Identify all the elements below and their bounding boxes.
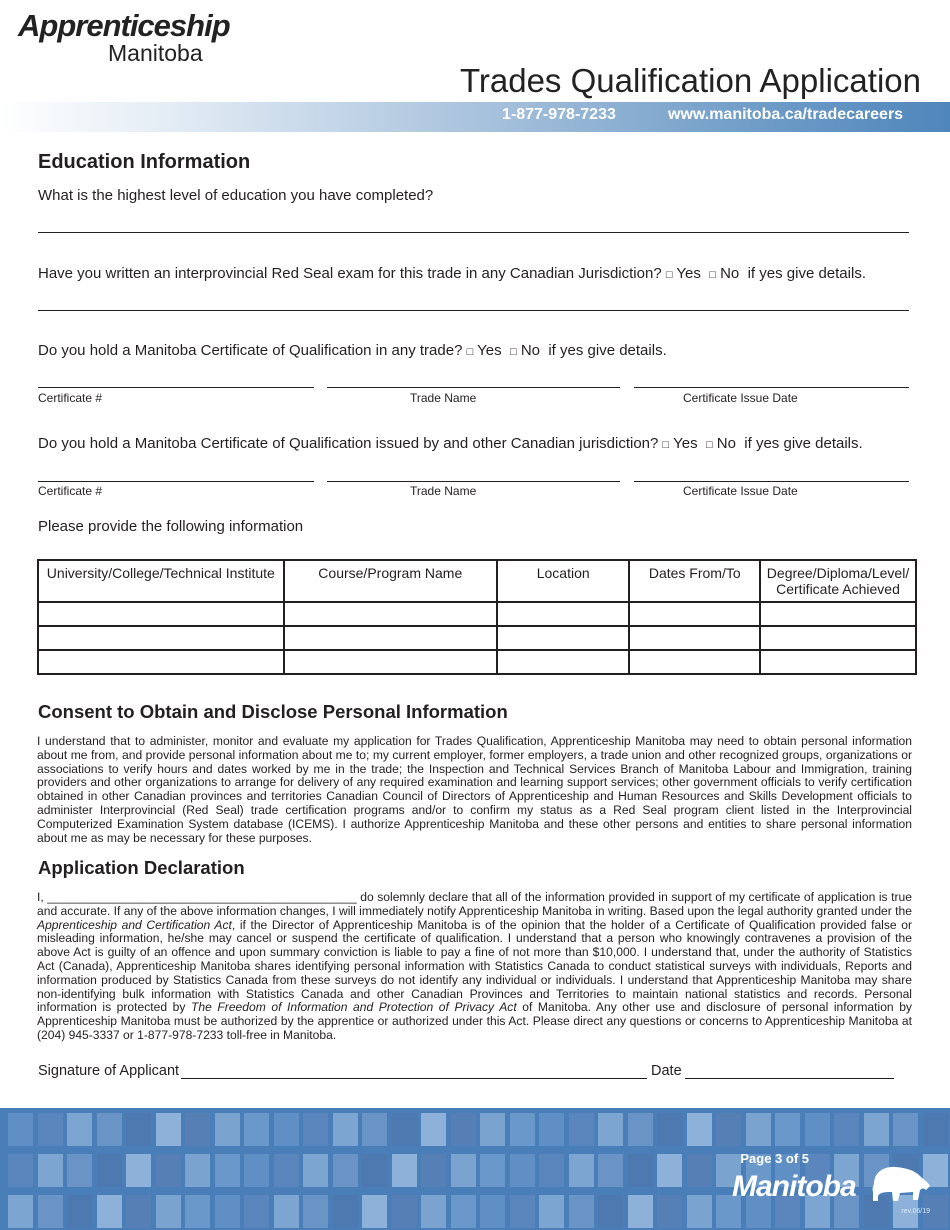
mb-cert-no-label: No: [520, 342, 540, 359]
footer-tile: [126, 1113, 151, 1146]
other-cert-no-label: No: [716, 435, 736, 452]
footer-tile: [628, 1154, 653, 1187]
red-seal-details-label: if yes give details.: [747, 265, 866, 282]
footer-tile: [392, 1154, 417, 1187]
other-cert-yes-label: Yes: [673, 435, 698, 452]
footer-tile: [421, 1113, 446, 1146]
footer-tile: [215, 1195, 240, 1228]
footer-tile: [67, 1113, 92, 1146]
footer-tile: [510, 1113, 535, 1146]
footer-tile: [716, 1113, 741, 1146]
footer-banner: [0, 1108, 950, 1230]
other-trade-name-field[interactable]: [327, 481, 620, 482]
footer-tile: [8, 1154, 33, 1187]
mb-cert-yes-checkbox[interactable]: □: [466, 346, 474, 358]
declaration-text-a: do solemnly declare that all of the information provided in support of my certificate of application is true and accurate. If any of the above information changes, I will immediately notify Apprenticeship Manitoba in writing. Based upon the legal authority granted under the: [37, 890, 912, 918]
declaration-heading: Application Declaration: [38, 857, 245, 878]
mb-cert-number-label: Certificate #: [38, 391, 103, 405]
footer-tile: [805, 1113, 830, 1146]
footer-tile: [97, 1113, 122, 1146]
declaration-i: I,: [37, 890, 48, 904]
col-location: Location: [497, 560, 630, 602]
col-dates: Dates From/To: [629, 560, 760, 602]
footer-tile: [864, 1113, 889, 1146]
education-heading: Education Information: [38, 151, 251, 173]
question-other-jurisdiction: [38, 435, 863, 452]
act-name-foippa: The Freedom of Information and Protection of Privacy Act: [191, 1000, 517, 1015]
footer-tile: [539, 1154, 564, 1187]
footer-tile: [215, 1154, 240, 1187]
footer-tile: [657, 1113, 682, 1146]
declaration-paragraph: [37, 891, 912, 1043]
footer-tile: [392, 1113, 417, 1146]
footer-tile: [244, 1113, 269, 1146]
footer-tile: [628, 1113, 653, 1146]
contact-bar: [0, 102, 950, 132]
red-seal-no-checkbox[interactable]: □: [709, 269, 716, 281]
other-cert-number-label: Certificate #: [38, 484, 103, 498]
footer-tile: [126, 1195, 151, 1228]
consent-heading: Consent to Obtain and Disclose Personal Information: [38, 701, 508, 722]
footer-tile: [539, 1113, 564, 1146]
mb-issue-date-label: Certificate Issue Date: [683, 391, 798, 405]
declaration-text-c: of Manitoba. Any other use and disclosure of personal information by Apprenticeship Manitoba must be authorized by the apprentice or authorized under this Act. Please direct any questions or concerns to Apprenticeship Manitoba at (204) 945-3337 or 1-877-978-7233 toll-free in Manitoba.: [37, 1000, 912, 1042]
declarant-name-field[interactable]: ______________________________________________: [47, 890, 357, 904]
date-field[interactable]: [685, 1078, 894, 1079]
footer-tile: [215, 1113, 240, 1146]
red-seal-yes-checkbox[interactable]: □: [665, 269, 673, 281]
footer-tile: [362, 1154, 387, 1187]
footer-tile: [8, 1195, 33, 1228]
col-course: Course/Program Name: [284, 560, 497, 602]
footer-tile: [303, 1113, 328, 1146]
other-cert-no-checkbox[interactable]: □: [705, 439, 713, 451]
footer-tile: [244, 1195, 269, 1228]
footer-tile: [303, 1154, 328, 1187]
footer-tile: [185, 1195, 210, 1228]
footer-tile: [775, 1113, 800, 1146]
footer-tile: [333, 1195, 358, 1228]
table-cell[interactable]: [284, 650, 497, 674]
page-title: Trades Qualification Application: [459, 62, 921, 99]
footer-tile: [657, 1195, 682, 1228]
website-link[interactable]: www.manitoba.ca/tradecareers: [668, 106, 904, 123]
red-seal-details-field[interactable]: [38, 310, 909, 311]
other-issue-date-field[interactable]: [634, 481, 909, 482]
table-cell[interactable]: [284, 602, 497, 626]
mb-issue-date-field[interactable]: [634, 387, 909, 388]
mb-cert-no-checkbox[interactable]: □: [509, 346, 517, 358]
footer-tile: [687, 1195, 712, 1228]
footer-tile: [569, 1195, 594, 1228]
table-cell[interactable]: [38, 650, 284, 674]
table-cell[interactable]: [760, 650, 916, 674]
footer-tile: [598, 1195, 623, 1228]
footer-tile: [97, 1154, 122, 1187]
red-seal-yes-label: Yes: [676, 265, 701, 282]
table-cell[interactable]: [497, 626, 630, 650]
table-row: [38, 602, 916, 626]
bison-icon: [870, 1162, 932, 1204]
footer-tile: [156, 1154, 181, 1187]
footer-tile: [451, 1154, 476, 1187]
footer-tile: [156, 1113, 181, 1146]
other-trade-name-label: Trade Name: [410, 484, 477, 498]
footer-tile: [8, 1113, 33, 1146]
question-red-seal: [38, 265, 866, 282]
table-cell[interactable]: [760, 626, 916, 650]
footer-tile: [746, 1113, 771, 1146]
table-cell[interactable]: [38, 602, 284, 626]
question-other-jurisdiction-text: Do you hold a Manitoba Certificate of Qualification issued by and other Canadian jurisdiction?: [38, 435, 659, 452]
date-label: Date: [651, 1063, 682, 1079]
footer-tile: [834, 1113, 859, 1146]
declaration-text-b: , if the Director of Apprenticeship Manitoba is of the opinion that the holder of a Certificate of Qualification provided false or misleading information, he/she may cancel or suspend the certificate of qualification. I understand that a person who knowingly contravenes a provision of the above Act is guilty of an offence and upon summary conviction is liable to pay a fine of not more than $10,000. I understand that, under the authority of Statistics Act (Canada), Apprenticeship Manitoba shares identifying personal information with Statistics Canada to conduct statistical surveys with individuals, Reports and information produced by Statistics Canada from these surveys do not identify any individual or individuals. I understand that Apprenticeship Manitoba may share non-identifying bulk information with Statistics Canada and other Canadian Provinces and Territories to maintain national statistics and records. Personal information is protected by: [37, 917, 912, 1015]
table-row: [38, 650, 916, 674]
footer-tile: [598, 1113, 623, 1146]
phone-number: 1-877-978-7233: [502, 106, 616, 123]
signature-label: Signature of Applicant: [38, 1063, 180, 1079]
footer-tile: [185, 1113, 210, 1146]
other-cert-details-label: if yes give details.: [744, 435, 863, 452]
footer-tile: [687, 1154, 712, 1187]
page-number: Page 3 of 5: [740, 1151, 809, 1166]
provide-info-label: Please provide the following information: [38, 518, 304, 535]
col-institution: University/College/Technical Institute: [38, 560, 284, 602]
footer-tile: [333, 1113, 358, 1146]
revision-label: rev.06/19: [901, 1208, 930, 1215]
footer-tile: [156, 1195, 181, 1228]
table-cell[interactable]: [629, 602, 760, 626]
other-cert-yes-checkbox[interactable]: □: [662, 439, 670, 451]
footer-tile: [451, 1113, 476, 1146]
footer-tile: [392, 1195, 417, 1228]
footer-tile: [333, 1154, 358, 1187]
footer-tile: [38, 1154, 63, 1187]
footer-tile: [67, 1154, 92, 1187]
footer-tile: [244, 1154, 269, 1187]
table-cell[interactable]: [629, 650, 760, 674]
footer-tile: [274, 1113, 299, 1146]
question-manitoba-cert-text: Do you hold a Manitoba Certificate of Qualification in any trade?: [38, 342, 463, 359]
table-cell[interactable]: [497, 602, 630, 626]
footer-tile: [480, 1113, 505, 1146]
footer-tile: [97, 1195, 122, 1228]
manitoba-logo: [732, 1170, 856, 1204]
signature-field[interactable]: [181, 1078, 647, 1079]
table-cell[interactable]: [497, 650, 630, 674]
footer-tile: [303, 1195, 328, 1228]
footer-tile: [126, 1154, 151, 1187]
mb-cert-details-label: if yes give details.: [548, 342, 667, 359]
question-red-seal-text: Have you written an interprovincial Red Seal exam for this trade in any Canadian Jurisdiction?: [38, 265, 662, 282]
footer-tile: [510, 1195, 535, 1228]
question-education-level: What is the highest level of education you have completed?: [38, 187, 434, 204]
other-cert-number-field[interactable]: [38, 481, 314, 482]
footer-tile: [598, 1154, 623, 1187]
act-name-apprenticeship: Apprenticeship and Certification Act: [37, 917, 232, 932]
footer-tile: [38, 1195, 63, 1228]
table-cell[interactable]: [38, 626, 284, 650]
footer-tile: [569, 1113, 594, 1146]
footer-tile: [539, 1195, 564, 1228]
table-cell[interactable]: [760, 602, 916, 626]
col-degree: Degree/Diploma/Level/ Certificate Achieved: [760, 560, 916, 602]
education-level-field[interactable]: [38, 232, 909, 233]
footer-tile: [657, 1154, 682, 1187]
footer-tile: [362, 1195, 387, 1228]
table-row: [38, 626, 916, 650]
footer-tile: [67, 1195, 92, 1228]
footer-tile: [274, 1195, 299, 1228]
table-cell[interactable]: [284, 626, 497, 650]
mb-cert-yes-label: Yes: [477, 342, 502, 359]
table-cell[interactable]: [629, 626, 760, 650]
education-table: [37, 559, 917, 675]
footer-tile: [480, 1154, 505, 1187]
footer-tile: [569, 1154, 594, 1187]
manitoba-wordmark: Manitoba: [732, 1170, 856, 1203]
footer-tile: [923, 1113, 948, 1146]
footer-tile: [185, 1154, 210, 1187]
logo-manitoba: Manitoba: [108, 40, 203, 66]
footer-tile: [38, 1113, 63, 1146]
footer-tile: [421, 1154, 446, 1187]
footer-tile: [362, 1113, 387, 1146]
logo-apprenticeship: Apprenticeship: [18, 8, 230, 43]
other-issue-date-label: Certificate Issue Date: [683, 484, 798, 498]
footer-tile: [510, 1154, 535, 1187]
footer-tile: [628, 1195, 653, 1228]
footer-tile: [274, 1154, 299, 1187]
footer-tile: [687, 1113, 712, 1146]
question-manitoba-cert: [38, 342, 667, 359]
table-header-row: [38, 560, 916, 602]
footer-tile: [893, 1113, 918, 1146]
footer-tile: [451, 1195, 476, 1228]
mb-trade-name-field[interactable]: [327, 387, 620, 388]
consent-paragraph: I understand that to administer, monitor and evaluate my application for Trades Qualification, Apprenticeship Manitoba may need to obtain personal information about me from, and provide personal information about me to; my current employer, former employers, a trade union and other recognized groups, organizations or associations to verify hours and dates worked by me in the trade; the Inspection and Technical Services Branch of Manitoba Labour and Immigration, training providers and other organizations to arrange for delivery of any required examination and learning support services; other government officials to verify certification obtained in other Canadian provinces and territories Canadian Council of Directors of Apprenticeship and Human Resources and Skills Development officials to administer Interprovincial (Red Seal) trade certification programs and/or to confirm my status as a Red Seal program client listed in the Interprovincial Computerized Examination System database (ICEMS). I authorize Apprenticeship Manitoba and these other persons and entities to share personal information about me as may be necessary for these purposes.: [37, 734, 912, 845]
mb-cert-number-field[interactable]: [38, 387, 314, 388]
mb-trade-name-label: Trade Name: [410, 391, 477, 405]
red-seal-no-label: No: [720, 265, 740, 282]
footer-tile: [421, 1195, 446, 1228]
footer-tile: [480, 1195, 505, 1228]
